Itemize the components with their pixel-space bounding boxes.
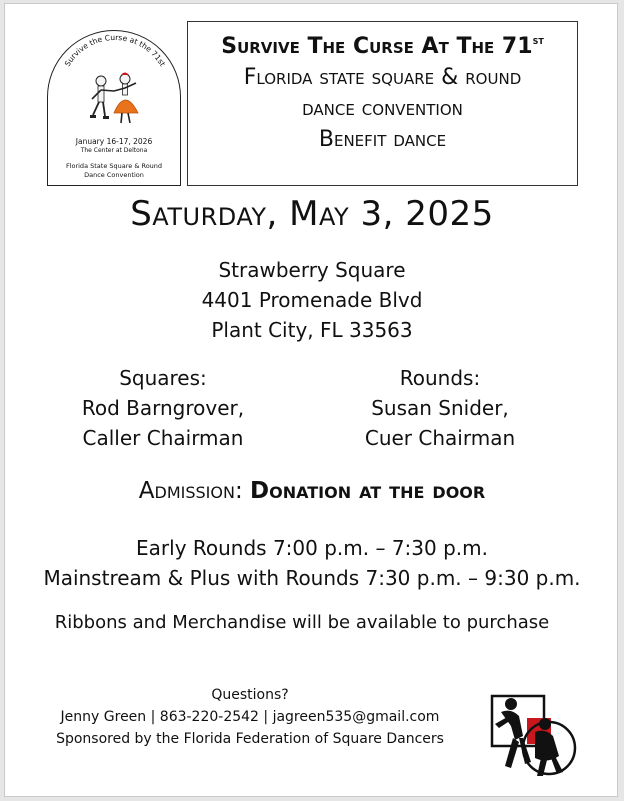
logo-venue: The Center at Deltona <box>80 147 148 154</box>
federation-dancers-icon <box>483 690 581 784</box>
logo-org <box>52 162 176 180</box>
schedule-early-rounds: Early Rounds 7:00 p.m. – 7:30 p.m. <box>136 536 488 560</box>
svg-text:Survive the Curse at the 71st <box>63 33 167 68</box>
convention-logo <box>47 30 181 186</box>
event-date: Saturday, May 3, 2025 <box>130 194 494 234</box>
venue-street: 4401 Promenade Blvd <box>201 288 423 312</box>
logo-date: January 16-17, 2026 <box>75 137 153 146</box>
venue-address <box>5 255 619 345</box>
contact-block <box>5 684 495 750</box>
schedule <box>5 533 619 593</box>
squares-name: Rod Barngrover, <box>81 396 245 420</box>
rounds-role: Cuer Chairman <box>364 426 516 450</box>
rounds-heading: Rounds: <box>399 366 481 390</box>
logo-org-line2: Dance Convention <box>84 171 144 179</box>
rounds-name: Susan Snider, <box>371 396 509 420</box>
schedule-mainstream: Mainstream & Plus with Rounds 7:30 p.m. – 9:30 p.m. <box>43 566 581 590</box>
venue-name: Strawberry Square <box>218 258 406 282</box>
squares-block <box>53 363 273 453</box>
sponsor-line: Sponsored by the Florida Federation of Square Dancers <box>56 731 444 747</box>
squares-heading: Squares: <box>119 366 207 390</box>
admission-line <box>5 478 619 504</box>
title-line3: dance convention <box>302 96 463 121</box>
title-line2: Florida state square & round <box>243 65 522 90</box>
rounds-block <box>335 363 545 453</box>
title-box <box>187 21 578 186</box>
title-line1: Survive The Curse At The 71st <box>221 33 544 59</box>
ribbons-note: Ribbons and Merchandise will be available to purchase <box>54 612 550 633</box>
title-line1-superscript: st <box>532 33 544 47</box>
logo-arc-text: Survive the Curse at the 71st <box>62 32 168 69</box>
venue-city: Plant City, FL 33563 <box>211 318 413 342</box>
contact-person: Jenny Green | 863-220-2542 | jagreen535@gmail.com <box>60 709 440 725</box>
squares-role: Caller Chairman <box>82 426 244 450</box>
questions-label: Questions? <box>211 687 289 703</box>
admission-label: Admission: <box>138 478 243 504</box>
logo-org-line1: Florida State Square & Round <box>65 162 163 170</box>
title-line4: Benefit dance <box>318 127 447 152</box>
admission-value: Donation at the door <box>250 478 486 504</box>
flyer-page <box>4 3 618 797</box>
